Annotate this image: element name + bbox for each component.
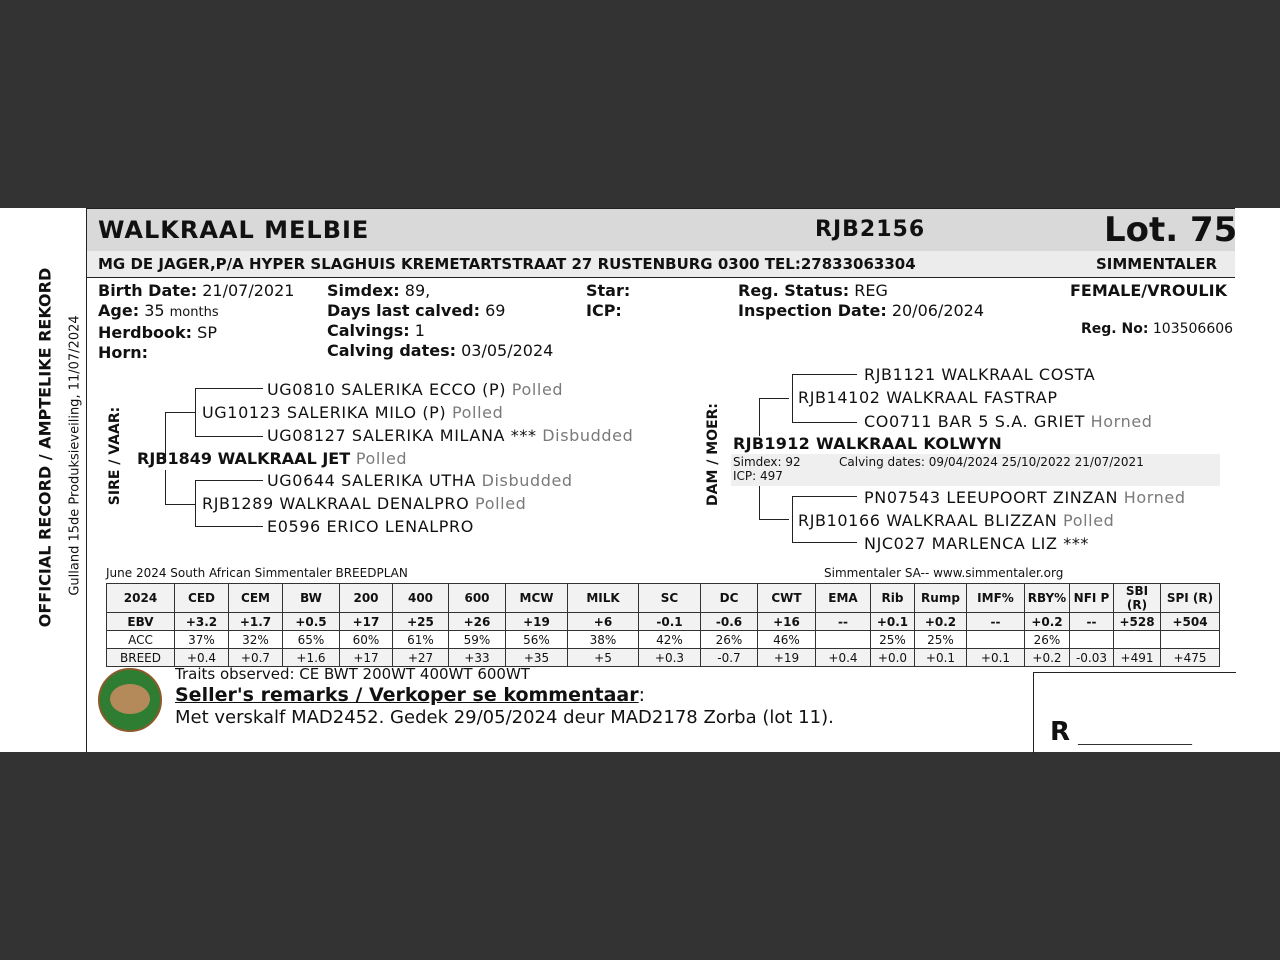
breedplan-website: Simmentaler SA-- www.simmentaler.org — [824, 566, 1064, 580]
sire-name: RJB1849 WALKRAAL JET Polled — [137, 449, 408, 468]
table-cell: 2024 — [107, 584, 175, 613]
dam-icp: ICP: 497 — [733, 469, 783, 483]
table-cell — [1161, 631, 1220, 649]
sire-dam-sire: UG0644 SALERIKA UTHA Disbudded — [267, 471, 573, 490]
table-cell — [1114, 631, 1161, 649]
table-cell — [1070, 631, 1114, 649]
table-cell: NFI P — [1070, 584, 1114, 613]
table-cell: Rump — [915, 584, 967, 613]
table-cell: 200 — [340, 584, 393, 613]
dam-sire-sire: RJB1121 WALKRAAL COSTA — [864, 365, 1096, 384]
table-cell: CWT — [758, 584, 816, 613]
table-cell: EMA — [816, 584, 871, 613]
table-cell: RBY% — [1025, 584, 1070, 613]
table-cell: SPI (R) — [1161, 584, 1220, 613]
dam-calving-dates: Calving dates: 09/04/2024 25/10/2022 21/07/2021 — [839, 455, 1144, 469]
table-cell: +0.0 — [871, 649, 915, 667]
table-row-acc — [107, 631, 1220, 649]
table-cell: CED — [175, 584, 229, 613]
details-col-3: Star: ICP: — [586, 281, 631, 320]
table-cell: +19 — [506, 613, 568, 631]
remarks-text: Met verskalf MAD2452. Gedek 29/05/2024 deur MAD2178 Zorba (lot 11). — [175, 707, 834, 728]
dam-simdex: Simdex: 92 — [733, 455, 801, 469]
table-cell: +0.4 — [175, 649, 229, 667]
table-cell: 38% — [568, 631, 639, 649]
table-cell: +1.7 — [229, 613, 283, 631]
table-cell: +3.2 — [175, 613, 229, 631]
table-cell: +16 — [758, 613, 816, 631]
table-cell: 600 — [449, 584, 506, 613]
table-cell: +0.2 — [1025, 613, 1070, 631]
sire-sire-dam: UG08127 SALERIKA MILANA *** Disbudded — [267, 426, 634, 445]
table-cell: 400 — [393, 584, 449, 613]
lot-card — [86, 208, 1238, 752]
table-cell: SBI (R) — [1114, 584, 1161, 613]
table-cell: +5 — [568, 649, 639, 667]
table-cell: 60% — [340, 631, 393, 649]
days-last-calved: 69 — [485, 301, 506, 320]
dam-side-label: DAM / MOER: — [705, 402, 721, 506]
dam-dam-sire: PN07543 LEEUPOORT ZINZAN Horned — [864, 488, 1186, 507]
herdbook: SP — [197, 323, 217, 342]
table-cell: +504 — [1161, 613, 1220, 631]
table-cell: 26% — [701, 631, 758, 649]
table-cell: +491 — [1114, 649, 1161, 667]
table-cell: +0.3 — [639, 649, 701, 667]
table-cell: -0.6 — [701, 613, 758, 631]
table-cell: 65% — [283, 631, 340, 649]
sire-side-label: SIRE / VAAR: — [107, 406, 123, 506]
animal-name: WALKRAAL MELBIE — [98, 216, 370, 244]
animal-reg-code: RJB2156 — [815, 217, 926, 242]
price-line[interactable]: ___________________ — [1078, 731, 1192, 745]
table-cell: +0.1 — [967, 649, 1025, 667]
title-bar — [87, 208, 1238, 252]
table-cell: -- — [967, 613, 1025, 631]
table-cell: -- — [1070, 613, 1114, 631]
reg-status: REG — [854, 281, 888, 300]
age: 35 — [144, 301, 165, 320]
price-prefix: R — [1050, 717, 1071, 747]
breedplan-table — [106, 583, 1220, 667]
table-cell: 26% — [1025, 631, 1070, 649]
dam-dam-dam: NJC027 MARLENCA LIZ *** — [864, 534, 1090, 553]
table-cell: +27 — [393, 649, 449, 667]
table-cell: +0.2 — [1025, 649, 1070, 667]
price-box — [1033, 672, 1236, 753]
sire-sire-sire: UG0810 SALERIKA ECCO (P) Polled — [267, 380, 564, 399]
table-cell: +0.1 — [915, 649, 967, 667]
details-col-1: Birth Date: 21/07/2021 Age: 35 months Herdbook: SP Horn: — [98, 281, 295, 362]
sire-dam-dam: E0596 ERICO LENALPRO — [267, 517, 474, 536]
table-cell: BREED — [107, 649, 175, 667]
table-cell: +17 — [340, 613, 393, 631]
owner-address: MG DE JAGER,P/A HYPER SLAGHUIS KREMETARTSTRAAT 27 RUSTENBURG 0300 TEL:27833063304 — [98, 255, 916, 273]
table-cell: -0.7 — [701, 649, 758, 667]
remarks-heading: Seller's remarks / Verkoper se kommentaar: — [175, 684, 646, 706]
reg-no: Reg. No: 103506606 — [1081, 321, 1234, 337]
details-col-2: Simdex: 89, Days last calved: 69 Calvings: 1 Calving dates: 03/05/2024 — [327, 281, 554, 360]
table-cell: 25% — [871, 631, 915, 649]
sex: FEMALE/VROULIK — [1070, 281, 1227, 300]
table-cell: +6 — [568, 613, 639, 631]
birth-date: 21/07/2021 — [202, 281, 295, 300]
table-cell — [816, 631, 871, 649]
table-cell: Rib — [871, 584, 915, 613]
table-cell: BW — [283, 584, 340, 613]
details-col-4: Reg. Status: REG Inspection Date: 20/06/2024 — [738, 281, 985, 320]
table-header-row — [107, 584, 1220, 613]
sire-sire: UG10123 SALERIKA MILO (P) Polled — [202, 403, 504, 422]
table-cell: +0.4 — [816, 649, 871, 667]
table-cell: +26 — [449, 613, 506, 631]
table-cell: +528 — [1114, 613, 1161, 631]
table-cell — [967, 631, 1025, 649]
sale-name-label: Gulland 15de Produksieveiling, 11/07/2024 — [67, 315, 83, 596]
table-cell: +25 — [393, 613, 449, 631]
inspection-date: 20/06/2024 — [891, 301, 985, 320]
breed-name: SIMMENTALER — [1096, 255, 1218, 273]
dam-sire-dam: CO0711 BAR 5 S.A. GRIET Horned — [864, 412, 1153, 431]
breedplan-caption: June 2024 South African Simmentaler BREEDPLAN — [106, 566, 408, 580]
table-cell: CEM — [229, 584, 283, 613]
lot-number: Lot. 75 — [1104, 210, 1238, 250]
table-cell: +1.6 — [283, 649, 340, 667]
table-cell: MCW — [506, 584, 568, 613]
calvings: 1 — [414, 321, 425, 340]
traits-observed: Traits observed: CE BWT 200WT 400WT 600WT — [175, 665, 530, 683]
table-cell: 59% — [449, 631, 506, 649]
table-cell: -- — [816, 613, 871, 631]
table-cell: +0.5 — [283, 613, 340, 631]
official-record-label: OFFICIAL RECORD / AMPTELIKE REKORD — [35, 267, 55, 628]
table-cell: 32% — [229, 631, 283, 649]
table-cell: -0.03 — [1070, 649, 1114, 667]
calving-dates: 03/05/2024 — [461, 341, 554, 360]
table-cell: IMF% — [967, 584, 1025, 613]
table-cell: ACC — [107, 631, 175, 649]
table-cell: 25% — [915, 631, 967, 649]
table-cell: +0.1 — [871, 613, 915, 631]
table-cell: +0.7 — [229, 649, 283, 667]
table-cell: +475 — [1161, 649, 1220, 667]
table-cell: DC — [701, 584, 758, 613]
table-cell: +33 — [449, 649, 506, 667]
sire-dam: RJB1289 WALKRAAL DENALPRO Polled — [202, 494, 527, 513]
dam-dam: RJB10166 WALKRAAL BLIZZAN Polled — [798, 511, 1115, 530]
owner-bar — [87, 251, 1235, 278]
table-cell: SC — [639, 584, 701, 613]
table-cell: +35 — [506, 649, 568, 667]
table-cell: 61% — [393, 631, 449, 649]
table-cell: +17 — [340, 649, 393, 667]
table-cell: EBV — [107, 613, 175, 631]
dam-name: RJB1912 WALKRAAL KOLWYN — [733, 434, 1003, 453]
catalogue-sheet — [0, 208, 1280, 752]
table-cell: 42% — [639, 631, 701, 649]
table-row-breed — [107, 649, 1220, 667]
table-cell: 37% — [175, 631, 229, 649]
table-cell: -0.1 — [639, 613, 701, 631]
table-cell: 56% — [506, 631, 568, 649]
simmentaler-logo — [98, 668, 162, 732]
table-cell: 46% — [758, 631, 816, 649]
table-row-ebv — [107, 613, 1220, 631]
simdex: 89, — [404, 281, 431, 300]
dam-sire: RJB14102 WALKRAAL FASTRAP — [798, 388, 1058, 407]
table-cell: +19 — [758, 649, 816, 667]
table-cell: MILK — [568, 584, 639, 613]
table-cell: +0.2 — [915, 613, 967, 631]
